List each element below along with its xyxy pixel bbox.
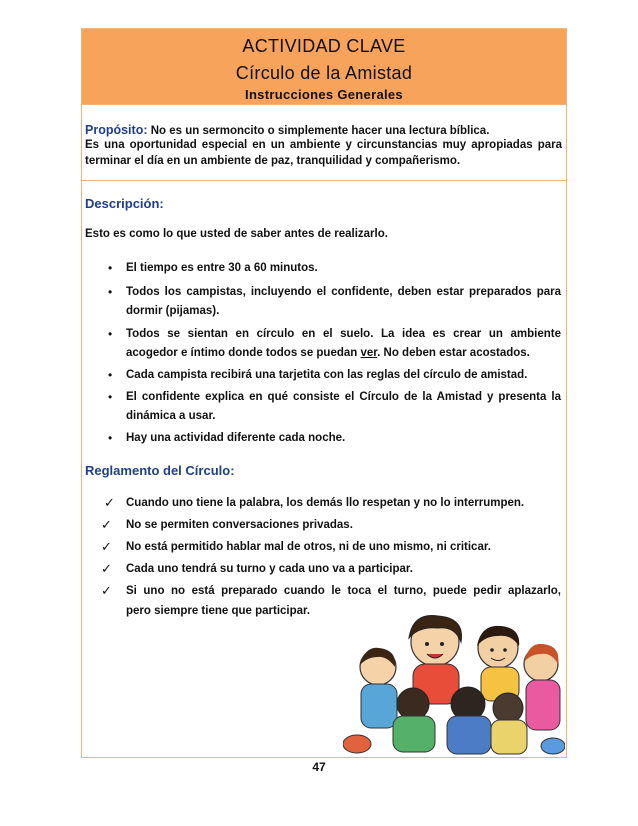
kids-circle-illustration <box>343 612 565 758</box>
bullet-dot-icon: • <box>108 368 113 382</box>
rule-item: Cuando uno tiene la palabra, los demás llo respetan y no lo interrumpen. <box>126 497 525 509</box>
purpose-line-3: terminar el día en un ambiente de paz, tranquilidad y compañerismo. <box>85 155 461 167</box>
bullet-dot-icon: • <box>108 431 113 445</box>
rule-item: No está permitido hablar mal de otros, ni de uno mismo, ni criticar. <box>126 541 491 553</box>
rule-item: No se permiten conversaciones privadas. <box>126 519 353 531</box>
bullet-dot-icon: • <box>108 390 113 404</box>
purpose-label: Propósito: <box>85 123 148 137</box>
checkmark-icon: ✓ <box>101 517 112 532</box>
bullet-dot-icon: • <box>108 261 113 275</box>
rules-title: Reglamento del Círculo: <box>85 463 235 478</box>
purpose-text-1: No es un sermoncito o simplemente hacer una lectura bíblica. <box>147 125 490 137</box>
purpose-line-1 <box>85 123 562 137</box>
list-item: El confidente explica en qué consiste el Círculo de la Amistad y presenta la <box>126 391 561 403</box>
header-title: ACTIVIDAD CLAVE <box>242 36 406 56</box>
checkmark-icon: ✓ <box>104 495 115 510</box>
description-title: Descripción: <box>85 196 164 211</box>
list-item: Cada campista recibirá una tarjetita con las reglas del círculo de amistad. <box>126 369 528 381</box>
checkmark-icon: ✓ <box>101 539 112 554</box>
header-subtitle: Círculo de la Amistad <box>235 63 413 83</box>
description-intro: Esto es como lo que usted de saber antes de realizarlo. <box>85 228 388 240</box>
list-item: El tiempo es entre 30 a 60 minutos. <box>126 262 318 274</box>
bullet-dot-icon: • <box>108 285 113 299</box>
header-instructions: Instrucciones Generales <box>245 87 403 102</box>
list-item: Todos se sientan en círculo en el suelo. La idea es crear un ambiente <box>126 328 561 340</box>
purpose-line-2: Es una oportunidad especial en un ambiente y circunstancias muy apropiadas para <box>85 139 562 151</box>
page-number: 47 <box>312 760 326 774</box>
rule-item-continued: pero siempre tiene que participar. <box>126 605 311 617</box>
list-item: Todos los campistas, incluyendo el confidente, deben estar preparados para <box>126 286 561 298</box>
purpose-divider <box>82 180 566 181</box>
checkmark-icon: ✓ <box>101 561 112 576</box>
rule-item: Si uno no está preparado cuando le toca el turno, puede pedir aplazarlo, <box>126 585 561 597</box>
header-divider <box>82 104 566 105</box>
underlined-word: ver <box>360 347 378 359</box>
list-item: Hay una actividad diferente cada noche. <box>126 432 346 444</box>
bullet-dot-icon: • <box>108 327 113 341</box>
list-item-continued: dinámica a usar. <box>126 410 216 422</box>
list-item-continued: acogedor e íntimo donde todos se puedan ver. No deben estar acostados. <box>126 347 530 359</box>
checkmark-icon: ✓ <box>101 583 112 598</box>
list-item-continued: dormir (pijamas). <box>126 305 220 317</box>
page-header <box>82 29 566 104</box>
rule-item: Cada uno tendrá su turno y cada uno va a participar. <box>126 563 413 575</box>
